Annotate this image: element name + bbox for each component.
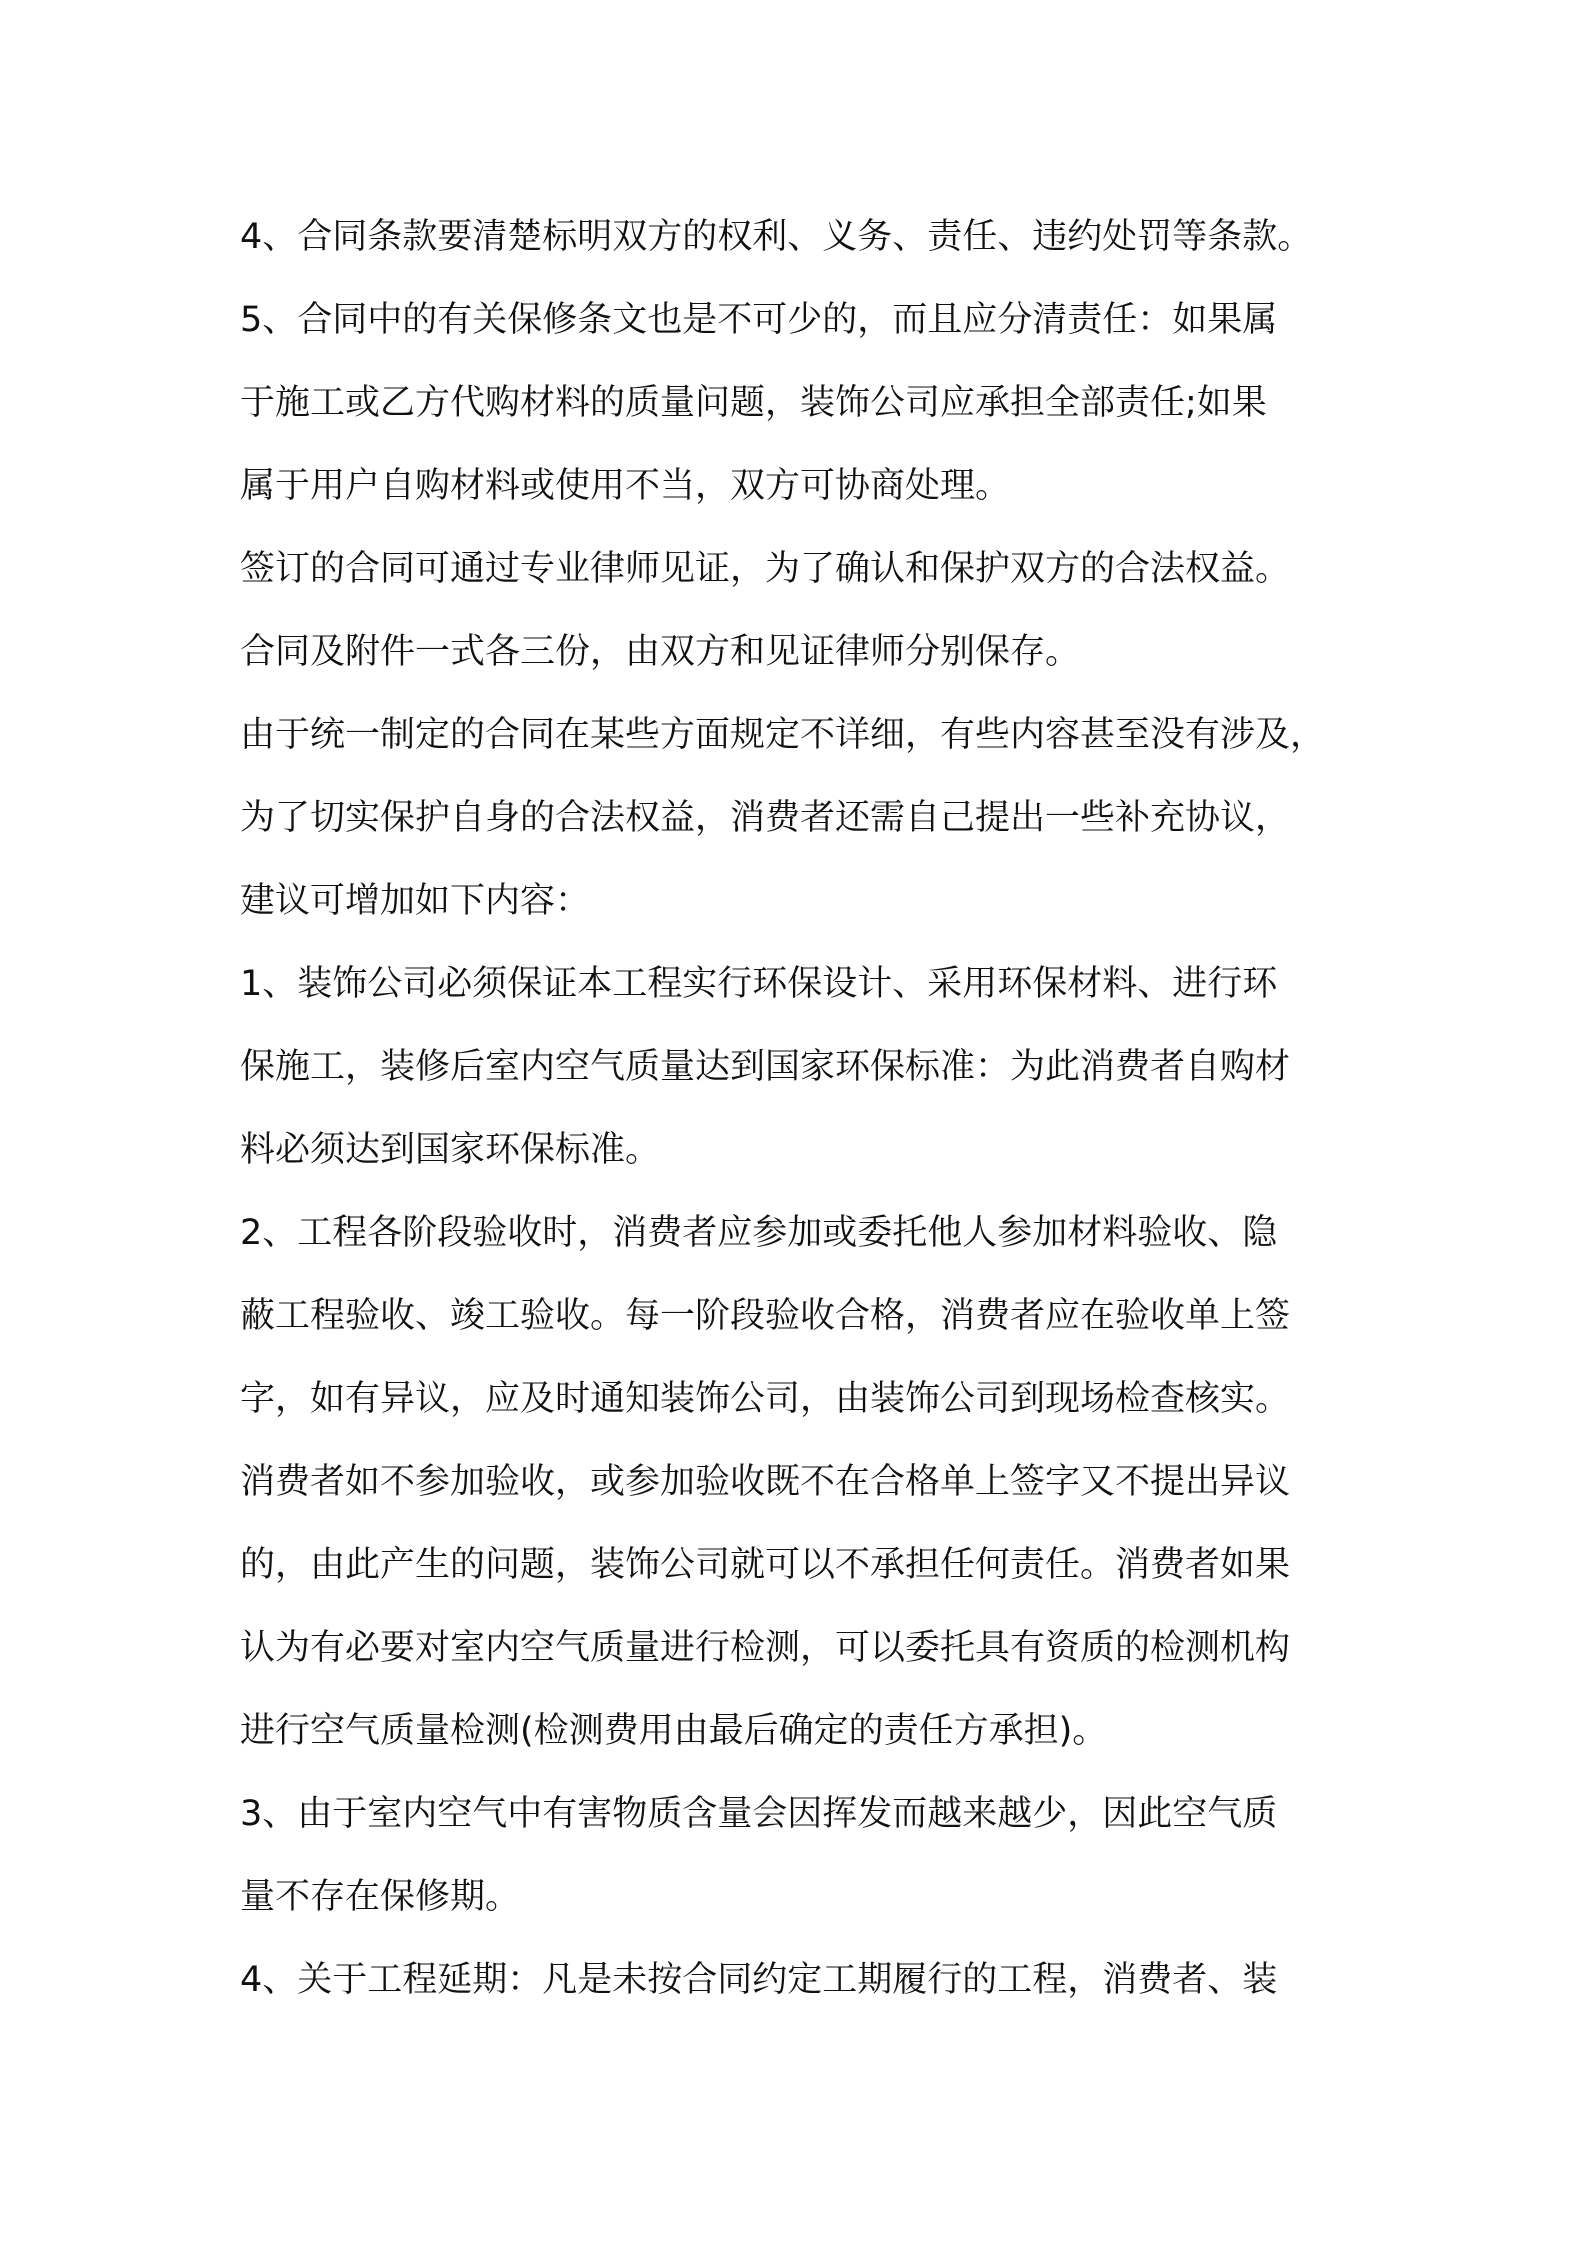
text-line: 3、由于室内空气中有害物质含量会因挥发而越来越少，因此空气质 [240,1794,1278,1834]
text-line: 认为有必要对室内空气质量进行检测，可以委托具有资质的检测机构 [240,1628,1291,1668]
text-line: 于施工或乙方代购材料的质量问题，装饰公司应承担全部责任;如果 [240,383,1267,423]
text-line: 2、工程各阶段验收时，消费者应参加或委托他人参加材料验收、隐 [240,1213,1278,1253]
text-line: 4、关于工程延期：凡是未按合同约定工期履行的工程，消费者、装 [240,1960,1278,2000]
text-line: 进行空气质量检测(检测费用由最后确定的责任方承担)。 [240,1711,1108,1751]
text-line: 1、装饰公司必须保证本工程实行环保设计、采用环保材料、进行环 [240,964,1278,1004]
text-line: 保施工，装修后室内空气质量达到国家环保标准：为此消费者自购材 [240,1047,1291,1087]
text-line: 蔽工程验收、竣工验收。每一阶段验收合格，消费者应在验收单上签 [240,1296,1291,1336]
text-line: 的，由此产生的问题，装饰公司就可以不承担任何责任。消费者如果 [240,1545,1291,1585]
text-line: 4、合同条款要清楚标明双方的权利、义务、责任、违约处罚等条款。 [240,217,1313,257]
document-body [240,196,1360,2022]
text-line: 5、合同中的有关保修条文也是不可少的，而且应分清责任：如果属 [240,300,1278,340]
text-line: 量不存在保修期。 [240,1877,521,1917]
text-line: 由于统一制定的合同在某些方面规定不详细，有些内容甚至没有涉及， [240,715,1326,755]
text-line: 签订的合同可通过专业律师见证，为了确认和保护双方的合法权益。 [240,549,1291,589]
text-line: 消费者如不参加验收，或参加验收既不在合格单上签字又不提出异议 [240,1462,1291,1502]
text-line: 合同及附件一式各三份，由双方和见证律师分别保存。 [240,632,1081,672]
text-line: 建议可增加如下内容： [240,881,591,921]
text-line: 料必须达到国家环保标准。 [240,1130,661,1170]
text-line: 为了切实保护自身的合法权益，消费者还需自己提出一些补充协议， [240,798,1291,838]
text-line: 属于用户自购材料或使用不当，双方可协商处理。 [240,466,1011,506]
text-line: 字，如有异议，应及时通知装饰公司，由装饰公司到现场检查核实。 [240,1379,1291,1419]
